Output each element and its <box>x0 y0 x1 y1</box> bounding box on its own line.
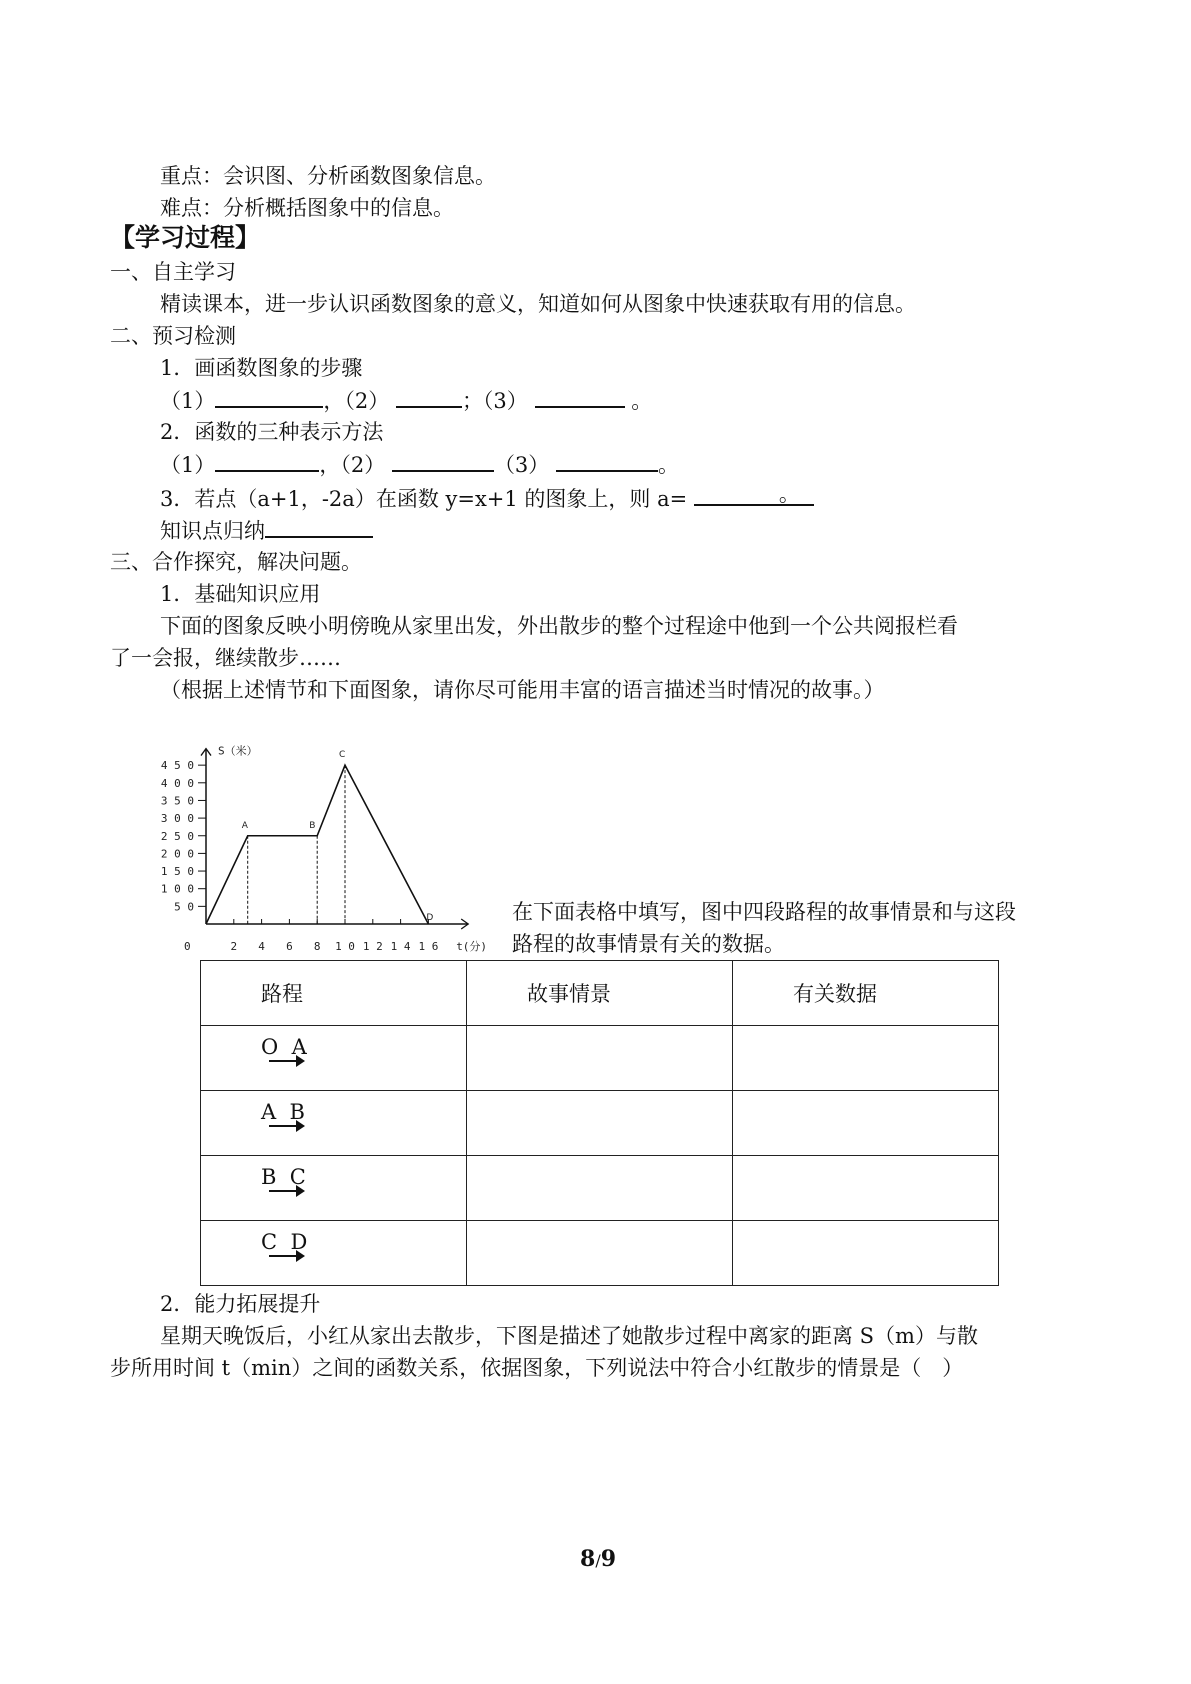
point-label: B <box>309 820 316 831</box>
q2-blank-3[interactable] <box>556 450 658 472</box>
page-separator: / <box>595 1551 601 1570</box>
route-cell <box>201 1091 467 1156</box>
route-from: O <box>261 1035 279 1059</box>
q1-blank-2[interactable] <box>396 386 462 408</box>
route-to: B <box>289 1100 305 1124</box>
data-cell[interactable] <box>733 1221 999 1286</box>
para1b: 了一会报，继续散步…… <box>110 646 341 670</box>
data-cell[interactable] <box>733 1091 999 1156</box>
y-tick-label: 4 5 0 <box>160 759 194 773</box>
q1-blank-1[interactable] <box>215 386 323 408</box>
point-label: A <box>241 820 248 831</box>
x-tick-label: 6 <box>286 940 293 953</box>
table-row <box>201 1091 999 1156</box>
x-tick-label: 4 <box>258 940 265 953</box>
q3-text: 3．若点（a+1，-2a）在函数 y=x+1 的图象上，则 a= <box>160 487 688 511</box>
arrow-right-icon <box>269 1125 303 1127</box>
difficult-point: 难点：分析概括图象中的信息。 <box>160 196 454 220</box>
q1-n2: ，（2） <box>323 389 390 413</box>
para2: （根据上述情节和下面图象，请你尽可能用丰富的语言描述当时情况的故事。） <box>160 678 885 702</box>
header-data: 有关数据 <box>733 961 999 1026</box>
data-cell[interactable] <box>733 1156 999 1221</box>
q3-line <box>160 484 814 513</box>
arrow-right-icon <box>269 1255 303 1257</box>
y-tick-label: 4 0 0 <box>160 776 194 790</box>
page-number <box>580 1546 616 1572</box>
sub2-title: 2．能力拓展提升 <box>160 1292 321 1316</box>
route-to: D <box>290 1230 308 1254</box>
part3-heading: 三、合作探究，解决问题。 <box>110 550 362 574</box>
route-to: A <box>291 1035 307 1059</box>
q3-end: 。 <box>778 482 800 506</box>
q2-blanks <box>160 450 679 479</box>
page-total: 9 <box>600 1546 617 1572</box>
route-cell <box>201 1026 467 1091</box>
y-tick-label: 1 0 0 <box>160 882 194 896</box>
story-cell[interactable] <box>467 1221 733 1286</box>
y-axis-label: S（米） <box>218 744 258 758</box>
para3b: 步所用时间 t（min）之间的函数关系，依据图象，下列说法中符合小红散步的情景是（ ） <box>110 1356 964 1380</box>
key-point: 重点：会识图、分析函数图象信息。 <box>160 164 496 188</box>
page-current: 8 <box>580 1546 596 1572</box>
para1a: 下面的图象反映小明傍晚从家里出发，外出散步的整个过程途中他到一个公共阅报栏看 <box>160 614 958 638</box>
q2-n3: （3） <box>493 453 550 477</box>
part1-text: 精读课本，进一步认识函数图象的意义，知道如何从图象中快速获取有用的信息。 <box>160 292 916 316</box>
table-intro-b: 路程的故事情景有关的数据。 <box>512 932 785 956</box>
q1-n3: ；（3） <box>461 389 528 413</box>
story-cell[interactable] <box>467 1091 733 1156</box>
data-cell[interactable] <box>733 1026 999 1091</box>
summary-line <box>160 516 373 545</box>
route-cell <box>201 1221 467 1286</box>
origin-label: 0 <box>184 940 191 953</box>
y-tick-label: 3 5 0 <box>160 794 194 808</box>
point-label: D <box>426 913 434 923</box>
story-table <box>200 960 999 1286</box>
route-to: C <box>289 1165 306 1189</box>
y-tick-label: 5 0 <box>174 900 194 914</box>
q1-end: 。 <box>631 389 653 413</box>
route-cell <box>201 1156 467 1221</box>
distance-time-chart <box>140 720 500 960</box>
route-from: B <box>261 1165 277 1189</box>
section-title: 【学习过程】 <box>110 223 261 252</box>
y-tick-label: 3 0 0 <box>160 812 194 826</box>
x-tick-label: 1 2 <box>362 940 383 953</box>
arrow-right-icon <box>269 1190 303 1192</box>
q3-blank[interactable] <box>694 484 814 506</box>
part2-heading: 二、预习检测 <box>110 324 236 348</box>
arrow-right-icon <box>269 1060 303 1062</box>
x-axis-label: t(分) <box>456 940 488 953</box>
sub1-title: 1．基础知识应用 <box>160 582 321 606</box>
story-cell[interactable] <box>467 1026 733 1091</box>
table-header-row <box>201 961 999 1026</box>
table-row <box>201 1221 999 1286</box>
x-tick-label: 1 4 <box>390 940 411 953</box>
y-tick-label: 1 5 0 <box>160 865 194 879</box>
summary-label: 知识点归纳 <box>160 519 265 543</box>
q2-n1: （1） <box>160 453 216 477</box>
y-tick-label: 2 5 0 <box>160 829 194 843</box>
x-tick-label: 2 <box>230 940 238 953</box>
q1-blank-3[interactable] <box>535 386 625 408</box>
point-label: C <box>339 750 346 761</box>
q2-blank-1[interactable] <box>215 450 319 472</box>
route-from: C <box>261 1230 278 1254</box>
q2-end: 。 <box>658 453 679 477</box>
para3a: 星期天晚饭后，小红从家出去散步，下图是描述了她散步过程中离家的距离 S（m）与散 <box>160 1324 978 1348</box>
header-story: 故事情景 <box>467 961 733 1026</box>
y-tick-label: 2 0 0 <box>160 847 194 861</box>
header-route: 路程 <box>201 961 467 1026</box>
table-row <box>201 1026 999 1091</box>
q1-n1: （1） <box>160 389 216 413</box>
q2-n2: ，（2） <box>319 453 386 477</box>
x-tick-label: 8 <box>313 940 321 953</box>
x-tick-label: 1 6 <box>418 940 439 953</box>
q2-blank-2[interactable] <box>392 450 494 472</box>
story-cell[interactable] <box>467 1156 733 1221</box>
table-row <box>201 1156 999 1221</box>
series-line <box>206 765 428 924</box>
q2-title: 2．函数的三种表示方法 <box>160 420 384 444</box>
part1-heading: 一、自主学习 <box>110 260 236 284</box>
q1-blanks <box>160 386 652 415</box>
route-from: A <box>261 1100 277 1124</box>
summary-blank[interactable] <box>265 516 373 538</box>
table-intro-a: 在下面表格中填写，图中四段路程的故事情景和与这段 <box>512 900 1016 924</box>
q1-title: 1．画函数图象的步骤 <box>160 356 363 380</box>
x-tick-label: 1 0 <box>335 940 355 953</box>
